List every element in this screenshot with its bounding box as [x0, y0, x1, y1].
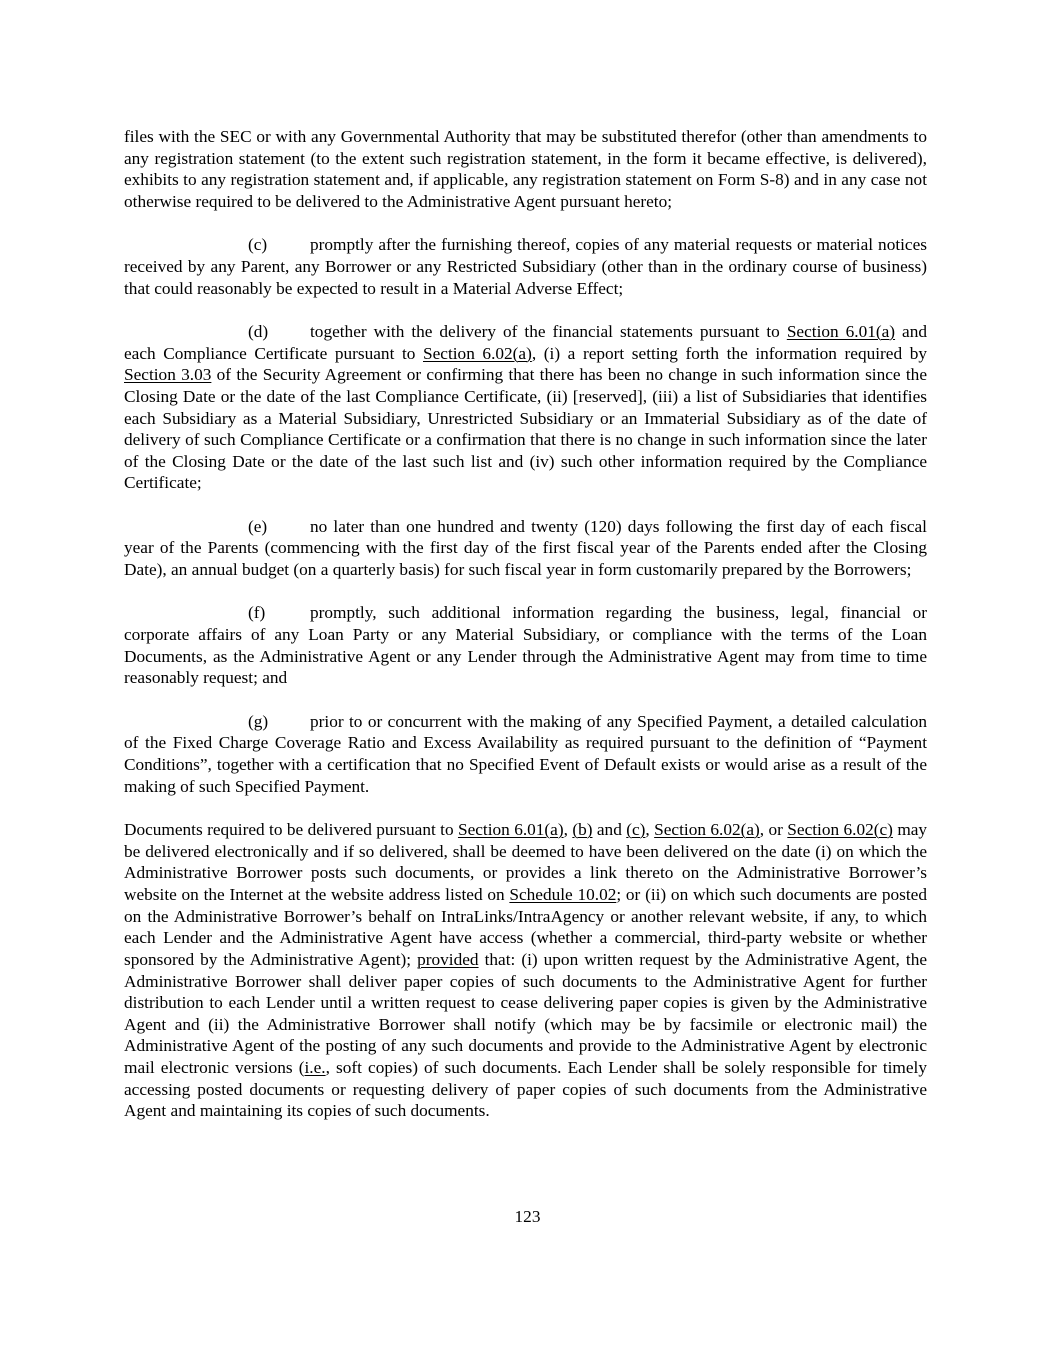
clause-text: no later than one hundred and twenty (120) days following the first day of each fiscal year of the Parents (commencing with the first day of the first fiscal year of the Parents ended after the Closing Date), an annual budget (on a quarterly basis) for such fiscal year in form customarily prepared by the Borrowers;: [124, 516, 927, 580]
clause-e: [124, 516, 927, 581]
clause-label: (f): [248, 603, 266, 623]
provided-term: provided: [417, 949, 479, 969]
paragraph-text: ,: [645, 819, 655, 839]
schedule-reference: Schedule 10.02: [509, 884, 617, 904]
clause-text: promptly after the furnishing thereof, copies of any material requests or material notices received by any Parent, any Borrower or any Restricted Subsidiary (other than in the ordinary course of business) that could reasonably be expected to result in a Material Adverse Effect;: [124, 235, 927, 298]
paragraph-text: that: (i) upon written request by the Administrative Agent, the Administrative Borrower shall deliver paper copies of such documents to the Administrative Agent for further distribution to each Lender until a written request to cease delivering paper copies is given by the Administrative Agent and (ii) the Administrative Borrower shall notify (which may be by facsimile or electronic mail) the Administrative Agent of the posting of any such documents and provide to the Administrative Agent by electronic mail electronic versions (: [124, 949, 928, 1078]
clause-d: [124, 321, 927, 494]
clause-text: prior to or concurrent with the making of any Specified Payment, a detailed calculation of the Fixed Charge Coverage Ratio and Excess Availability as required pursuant to the definition of “Payment Conditions”, together with a certification that no Specified Event of Default exists or would arise as a result of the making of such Specified Payment.: [124, 711, 927, 796]
clause-f: [124, 602, 927, 689]
clause-text: promptly, such additional information regarding the business, legal, financial or corporate affairs of any Loan Party or any Material Subsidiary, or compliance with the terms of the Loan Documents, as the Administrative Agent or any Lender through the Administrative Agent may from time to time reasonably request; and: [124, 603, 927, 688]
section-reference: (c): [626, 819, 646, 839]
paragraph-text: may be delivered electronically and if so delivered, shall be deemed to have been delivered on the date (i) on which the Administrative Borrower posts such documents, or provides a link thereto on the Administrative Borrower’s website on the Internet at the website address listed on: [124, 819, 928, 904]
document-page: [124, 126, 927, 1122]
clause-text: of the Security Agreement or confirming that there has been no change in such information since the Closing Date or the date of the last Compliance Certificate, (ii) [reserved], (iii) a list of Subsidiaries that identifies each Subsidiary as a Material Subsidiary, Unrestricted Subsidiary or an Immaterial Subsidiary as of the date of delivery of such Compliance Certificate or a confirmation that there is no change in such information since the later of the Closing Date or the date of the last such list and (iv) such other information required by the Compliance Certificate;: [124, 365, 927, 493]
section-reference: (b): [572, 819, 593, 839]
clause-g: [124, 711, 927, 798]
paragraph-text: ,: [563, 819, 573, 839]
section-reference: Section 6.01(a): [786, 321, 896, 341]
paragraph-text: , soft copies) of such documents. Each Lender shall be solely responsible for timely accessing posted documents or requesting delivery of paper copies of such documents from the Administrative Agent and maintaining its copies of such documents.: [124, 1058, 927, 1121]
clause-text: together with the delivery of the financial statements pursuant to: [310, 321, 787, 341]
clause-label: (g): [248, 711, 269, 731]
section-reference: Section 6.02(c): [787, 819, 893, 839]
section-reference: Section 6.02(a): [423, 343, 532, 363]
paragraph-text: ; or (ii) on which such documents are posted on the Administrative Borrower’s behalf on IntraLinks/IntraAgency or another relevant website, if any, to which each Lender and the Administrative Agent have access (whether a commercial, third-party website or whether sponsored by the Administrative Agent);: [124, 884, 927, 969]
paragraph-text: and: [592, 819, 627, 839]
ie-term: i.e.: [304, 1058, 326, 1078]
clause-c: [124, 234, 927, 299]
clause-text: and each Compliance Certificate pursuant to: [124, 321, 928, 363]
paragraph-text: Documents required to be delivered pursuant to: [124, 819, 458, 839]
clause-text: , (i) a report setting forth the information required by: [531, 343, 927, 363]
page-number: 123: [514, 1207, 541, 1226]
clause-label: (d): [248, 321, 269, 341]
section-reference: Section 3.03: [124, 365, 212, 385]
section-reference: Section 6.02(a): [654, 819, 760, 839]
section-reference: Section 6.01(a): [457, 819, 564, 839]
paragraph-text: , or: [759, 819, 788, 839]
clause-label: (e): [248, 516, 268, 536]
continuation-paragraph: files with the SEC or with any Governmental Authority that may be substituted therefor (other than amendments to any registration statement (to the extent such registration statement, in the form it became effective, is delivered), exhibits to any registration statement and, if applicable, any registration statement on Form S-8) and in any case not otherwise required to be delivered to the Administrative Agent pursuant hereto;: [124, 127, 927, 211]
clause-label: (c): [248, 235, 268, 255]
documents-delivery-paragraph: [124, 819, 927, 1122]
